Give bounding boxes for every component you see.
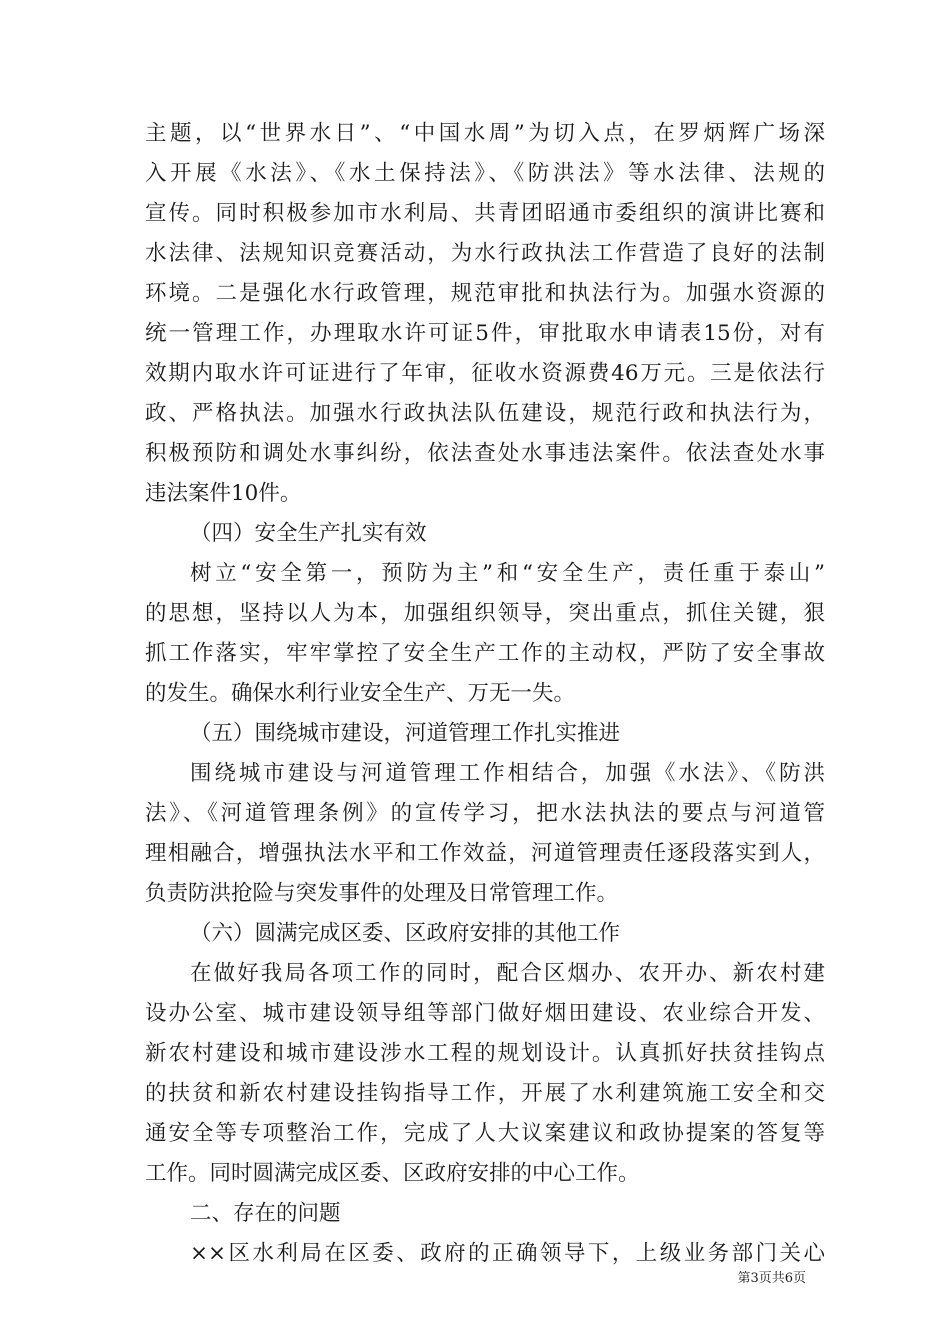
section-heading: （五）围绕城市建设，河道管理工作扎实推进	[190, 721, 621, 746]
text-line: 的发生。确保水利行业安全生产、万无一失。	[145, 681, 576, 706]
text-line: 新农村建设和城市建设涉水工程的规划设计。认真抓好扶贫挂钩点	[145, 1041, 825, 1066]
text-line: 主题，以“世界水日”、“中国水周”为切入点，在罗炳辉广场深	[145, 121, 825, 146]
section-heading: （四）安全生产扎实有效	[190, 521, 427, 546]
text-line: 水法律、法规知识竞赛活动，为水行政执法工作营造了良好的法制	[145, 241, 825, 266]
text-line: 设办公室、城市建设领导组等部门做好烟田建设、农业综合开发、	[145, 1001, 825, 1026]
text-line: 宣传。同时积极参加市水利局、共青团昭通市委组织的演讲比赛和	[145, 201, 825, 226]
text-line: 政、严格执法。加强水行政执法队伍建设，规范行政和执法行为，	[145, 401, 825, 426]
text-line: 积极预防和调处水事纠纷，依法查处水事违法案件。依法查处水事	[145, 441, 825, 466]
text-line: 的扶贫和新农村建设挂钩指导工作，开展了水利建筑施工安全和交	[145, 1081, 825, 1106]
text-line: 统一管理工作，办理取水许可证5件，审批取水申请表15份，对有	[145, 321, 825, 346]
text-line: 负责防洪抢险与突发事件的处理及日常管理工作。	[145, 881, 619, 906]
section-heading: （六）圆满完成区委、区政府安排的其他工作	[190, 921, 621, 946]
text-line: 的思想，坚持以人为本，加强组织领导，突出重点，抓住关键，狠	[145, 601, 825, 626]
section-heading: 二、存在的问题	[190, 1201, 341, 1226]
text-line: 树立“安全第一，预防为主”和“安全生产，责任重于泰山”	[190, 561, 825, 586]
text-line: ××区水利局在区委、政府的正确领导下，上级业务部门关心	[190, 1241, 825, 1266]
text-line: 工作。同时圆满完成区委、区政府安排的中心工作。	[145, 1161, 640, 1186]
text-line: 抓工作落实，牢牢掌控了安全生产工作的主动权，严防了安全事故	[145, 641, 825, 666]
text-line: 违法案件10件。	[145, 481, 302, 506]
text-line: 入开展《水法》、《水土保持法》、《防洪法》等水法律、法规的	[145, 161, 825, 186]
text-line: 法》、《河道管理条例》的宣传学习，把水法执法的要点与河道管	[145, 801, 825, 826]
text-line: 通安全等专项整治工作，完成了人大议案建议和政协提案的答复等	[145, 1121, 825, 1146]
text-line: 在做好我局各项工作的同时，配合区烟办、农开办、新农村建	[190, 961, 825, 986]
text-line: 理相融合，增强执法水平和工作效益，河道管理责任逐段落实到人，	[145, 841, 825, 866]
text-line: 效期内取水许可证进行了年审，征收水资源费46万元。三是依法行	[145, 361, 825, 386]
text-line: 环境。二是强化水行政管理，规范审批和执法行为。加强水资源的	[145, 281, 825, 306]
text-line: 围绕城市建设与河道管理工作相结合，加强《水法》、《防洪	[190, 761, 825, 786]
page-number: 第3页共6页	[737, 1271, 806, 1286]
